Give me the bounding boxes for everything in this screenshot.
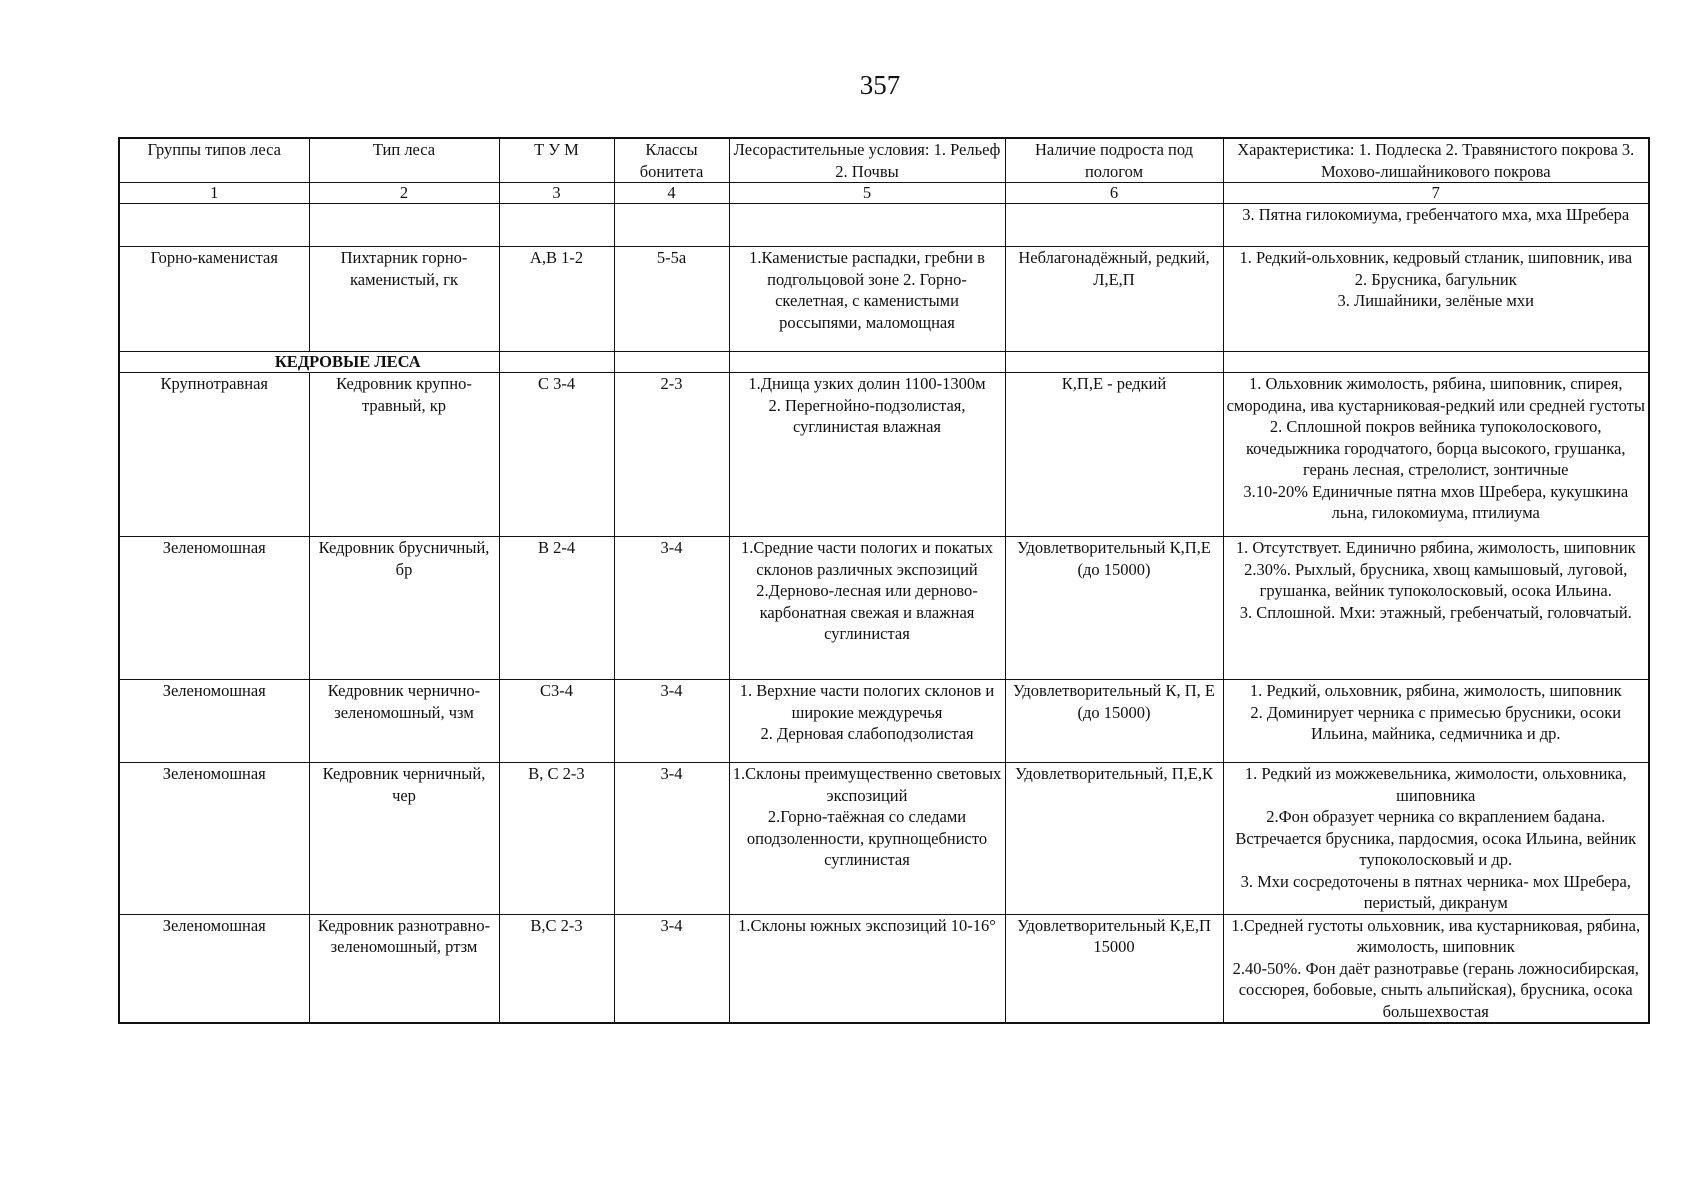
table-cell-col-2 bbox=[309, 204, 499, 247]
table-cell-col-2: Кедровник черничный, чер bbox=[309, 763, 499, 915]
table-cell-col-3: А,В 1-2 bbox=[499, 247, 614, 352]
table-cell-col-3 bbox=[499, 204, 614, 247]
table-row bbox=[119, 680, 1649, 763]
table-cell-col-3: В, С 2-3 bbox=[499, 763, 614, 915]
table-cell-col-2: Кедровник крупно-травный, кр bbox=[309, 373, 499, 537]
table-cell-col-7: 3. Пятна гилокомиума, гребенчатого мха, мха Шребера bbox=[1223, 204, 1649, 247]
table-cell-col-1: Зеленомошная bbox=[119, 763, 309, 915]
empty-cell bbox=[1005, 352, 1223, 373]
table-cell-col-6: Удовлетворительный К, П, Е (до 15000) bbox=[1005, 680, 1223, 763]
table-cell-col-6: Удовлетворительный К,Е,П 15000 bbox=[1005, 914, 1223, 1023]
table-cell-col-5: 1.Каменистые распадки, гребни в подгольцовой зоне 2. Горно-скелетная, с каменистыми россыпями, маломощная bbox=[729, 247, 1005, 352]
empty-cell bbox=[499, 352, 614, 373]
header-cell: Классы бонитета bbox=[614, 138, 729, 183]
table-cell-col-6 bbox=[1005, 204, 1223, 247]
table-cell-col-5: 1.Склоны преимущественно световых экспозиций 2.Горно-таёжная со следами оподзоленности, крупнощебнисто суглинистая bbox=[729, 763, 1005, 915]
table-cell-col-7: 1. Редкий из можжевельника, жимолости, ольховника, шиповника 2.Фон образует черника со вкраплением бадана. Встречается брусника, пардосмия, осока Ильина, вейник тупоколосковый и др. 3. Мхи сосредоточены в пятнах черника- мох Шребера, перистый, дикранум bbox=[1223, 763, 1649, 915]
table-cell-col-1: Зеленомошная bbox=[119, 914, 309, 1023]
section-title: КЕДРОВЫЕ ЛЕСА bbox=[119, 352, 499, 373]
table-cell-col-6: К,П,Е - редкий bbox=[1005, 373, 1223, 537]
forest-types-table bbox=[118, 137, 1650, 1024]
table-cell-col-2: Кедровник брусничный, бр bbox=[309, 537, 499, 680]
table-cell-col-7: 1. Редкий-ольховник, кедровый стланик, шиповник, ива 2. Брусника, багульник 3. Лишайники, зелёные мхи bbox=[1223, 247, 1649, 352]
table-row bbox=[119, 204, 1649, 247]
table-cell-col-7: 1. Отсутствует. Единично рябина, жимолость, шиповник 2.30%. Рыхлый, брусника, хвощ камышовый, луговой, грушанка, вейник тупоколосковый, осока Ильина. 3. Сплошной. Мхи: этажный, гребенчатый, головчатый. bbox=[1223, 537, 1649, 680]
table-cell-col-1: Зеленомошная bbox=[119, 537, 309, 680]
table-cell-col-2: Пихтарник горно-каменистый, гк bbox=[309, 247, 499, 352]
table-cell-col-1: Горно-каменистая bbox=[119, 247, 309, 352]
table-row bbox=[119, 247, 1649, 352]
table-cell-col-5: 1.Днища узких долин 1100-1300м 2. Перегнойно-подзолистая, суглинистая влажная bbox=[729, 373, 1005, 537]
table-row bbox=[119, 373, 1649, 537]
table-cell-col-5: 1.Средние части пологих и покатых склонов различных экспозиций 2.Дерново-лесная или дерново-карбонатная свежая и влажная суглинистая bbox=[729, 537, 1005, 680]
column-number: 5 bbox=[729, 183, 1005, 204]
table-cell-col-4: 5-5а bbox=[614, 247, 729, 352]
header-cell: Наличие подроста под пологом bbox=[1005, 138, 1223, 183]
table-cell-col-4: 3-4 bbox=[614, 914, 729, 1023]
column-number: 6 bbox=[1005, 183, 1223, 204]
table-cell-col-2: Кедровник чернично-зеленомошный, чзм bbox=[309, 680, 499, 763]
page-number: 357 bbox=[859, 70, 901, 100]
table-row bbox=[119, 914, 1649, 1023]
column-number: 4 bbox=[614, 183, 729, 204]
column-number: 1 bbox=[119, 183, 309, 204]
table-cell-col-1 bbox=[119, 204, 309, 247]
table-cell-col-6: Неблагонадёжный, редкий, Л,Е,П bbox=[1005, 247, 1223, 352]
section-row bbox=[119, 352, 1649, 373]
table-cell-col-3: С 3-4 bbox=[499, 373, 614, 537]
header-row bbox=[119, 138, 1649, 183]
table-cell-col-5: 1.Склоны южных экспозиций 10-16° bbox=[729, 914, 1005, 1023]
table-cell-col-3: В,С 2-3 bbox=[499, 914, 614, 1023]
header-cell: Группы типов леса bbox=[119, 138, 309, 183]
column-number-row bbox=[119, 183, 1649, 204]
table-cell-col-4: 3-4 bbox=[614, 763, 729, 915]
column-number: 7 bbox=[1223, 183, 1649, 204]
empty-cell bbox=[614, 352, 729, 373]
table-cell-col-3: С3-4 bbox=[499, 680, 614, 763]
table-cell-col-2: Кедровник разнотравно-зеленомошный, ртзм bbox=[309, 914, 499, 1023]
header-cell: Тип леса bbox=[309, 138, 499, 183]
header-cell: Т У М bbox=[499, 138, 614, 183]
table-cell-col-1: Крупнотравная bbox=[119, 373, 309, 537]
table-row bbox=[119, 537, 1649, 680]
empty-cell bbox=[729, 352, 1005, 373]
table-cell-col-1: Зеленомошная bbox=[119, 680, 309, 763]
table-cell-col-4: 3-4 bbox=[614, 680, 729, 763]
table-cell-col-4: 3-4 bbox=[614, 537, 729, 680]
header-cell: Характеристика: 1. Подлеска 2. Травянистого покрова 3. Мохово-лишайникового покрова bbox=[1223, 138, 1649, 183]
table-cell-col-3: В 2-4 bbox=[499, 537, 614, 680]
table-cell-col-6: Удовлетворительный К,П,Е (до 15000) bbox=[1005, 537, 1223, 680]
column-number: 2 bbox=[309, 183, 499, 204]
empty-cell bbox=[1223, 352, 1649, 373]
table-cell-col-6: Удовлетворительный, П,Е,К bbox=[1005, 763, 1223, 915]
table-cell-col-7: 1. Ольховник жимолость, рябина, шиповник, спирея, смородина, ива кустарниковая-редкий или средней густоты 2. Сплошной покров вейника тупоколоскового, кочедыжника городчатого, борца высокого, грушанка, герань лесная, стрелолист, зонтичные 3.10-20% Единичные пятна мхов Шребера, кукушкина льна, гилокомиума, птилиума bbox=[1223, 373, 1649, 537]
table-cell-col-4: 2-3 bbox=[614, 373, 729, 537]
header-cell: Лесорастительные условия: 1. Рельеф 2. Почвы bbox=[729, 138, 1005, 183]
table-row bbox=[119, 763, 1649, 915]
table-cell-col-7: 1. Редкий, ольховник, рябина, жимолость, шиповник 2. Доминирует черника с примесью брусники, осоки Ильина, майника, седмичника и др. bbox=[1223, 680, 1649, 763]
table-cell-col-4 bbox=[614, 204, 729, 247]
table-cell-col-7: 1.Средней густоты ольховник, ива кустарниковая, рябина, жимолость, шиповник 2.40-50%. Фон даёт разнотравье (герань ложносибирская, соссюрея, бобовые, сныть альпийская), брусника, осока большехвостая bbox=[1223, 914, 1649, 1023]
table-cell-col-5 bbox=[729, 204, 1005, 247]
table-cell-col-5: 1. Верхние части пологих склонов и широкие междуречья 2. Дерновая слабоподзолистая bbox=[729, 680, 1005, 763]
column-number: 3 bbox=[499, 183, 614, 204]
